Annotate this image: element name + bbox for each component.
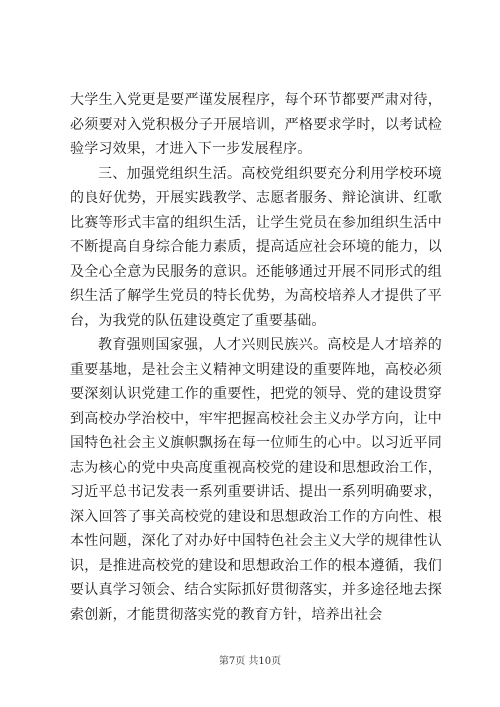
paragraph-3: 教育强则国家强，人才兴则民族兴。高校是人才培养的重要基地，是社会主义精神文明建设的重要阵地，高校必须要深刻认识党建工作的重要性，把党的领导、党的建设贯穿到高校办学治校中，牢牢把握高校社会主义办学方向，让中国特色社会主义旗帜飘扬在每一位师生的心中。以习近平同志为核心的党中央高度重视高校党的建设和思想政治工作，习近平总书记发表一系列重要讲话、提出一系列明确要求，深入回答了事关高校党的建设和思想政治工作的方向性、根本性问题，深化了对办好中国特色社会主义大学的规律性认识，是推进高校党的建设和思想政治工作的根本遵循，我们要认真学习领会、结合实际抓好贯彻落实，并多途径地去探索创新，才能贯彻落实党的教育方针，培养出社会 — [70, 337, 442, 623]
page-footer: 第7页 共10页 — [218, 656, 282, 667]
paragraph-2: 三、加强党组织生活。高校党组织要充分利用学校环境的良好优势，开展实践教学、志愿者服务、辩论演讲、红歌比赛等形式丰富的组织生活，让学生党员在参加组织生活中不断提高自身综合能力素质，提高适应社会环境的能力，以及全心全意为民服务的意识。还能够通过开展不同形式的组织生活了解学生党员的特长优势，为高校培养人才提供了平台，为我党的队伍建设奠定了重要基础。 — [70, 165, 442, 329]
paragraph-1: 大学生入党更是要严谨发展程序，每个环节都要严肃对待，必须要对入党积极分子开展培训，严格要求学时，以考试检验学习效果，才进入下一步发展程序。 — [70, 92, 442, 157]
document-body — [70, 88, 442, 627]
